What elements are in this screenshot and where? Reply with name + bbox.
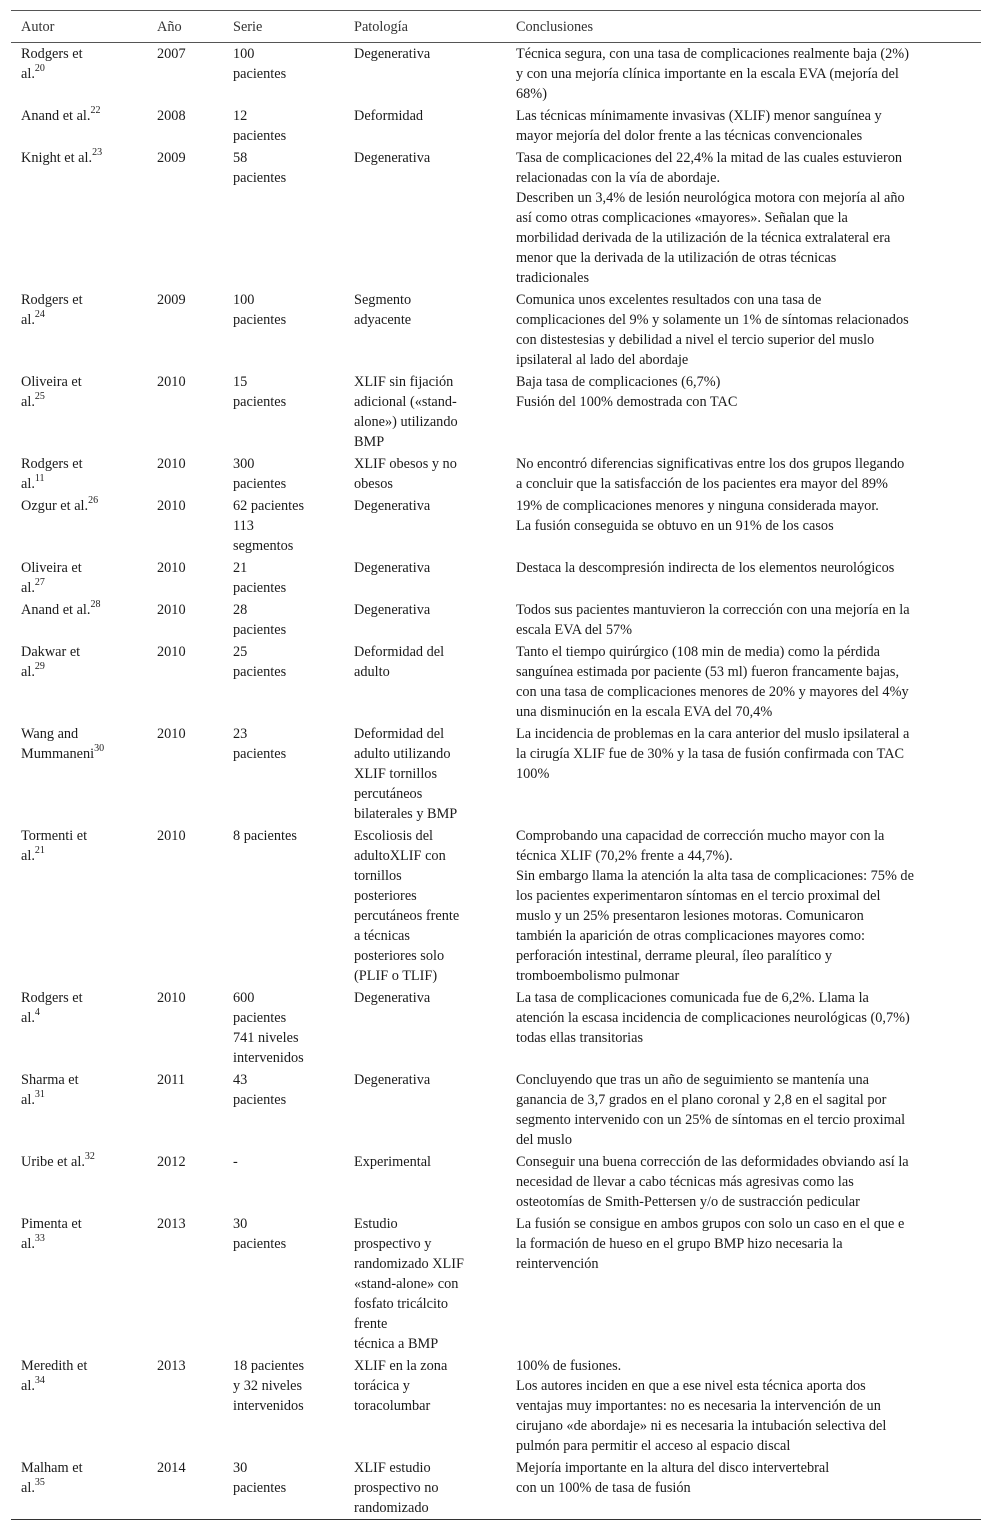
- header-autor: Autor: [11, 11, 147, 43]
- conclusions-cell: Comprobando una capacidad de corrección mucho mayor con la técnica XLIF (70,2% frente a 44,7%). Sin embargo llama la atención la alta tasa de complicaciones: 75% de los pacientes experimentaron síntomas en el tercio proximal del muslo y un 25% presentaron lesiones motoras. Comunicaron también la aparición de otras complicaciones mayores como: perforación intestinal, derrame pleural, íleo paralítico y tromboembolismo pulmonar: [516, 828, 914, 984]
- author-cell: [11, 599, 147, 641]
- conclusions-cell: Baja tasa de complicaciones (6,7%) Fusión del 100% demostrada con TAC: [516, 374, 738, 410]
- table-row: [11, 371, 981, 453]
- conclusions-cell: La fusión se consigue en ambos grupos con solo un caso en el que e la formación de hueso en el grupo BMP hizo necesaria la reintervención: [516, 1216, 905, 1272]
- author-name: Tormenti et al.: [21, 828, 88, 864]
- conclusions-cell: Técnica segura, con una tasa de complicaciones realmente baja (2%) y con una mejoría clínica importante en la escala EVA (mejoría del 68%): [516, 46, 909, 102]
- author-name: Rodgers et al.: [21, 990, 83, 1026]
- conclusions-cell: 19% de complicaciones menores y ninguna considerada mayor. La fusión conseguida se obtuvo en un 91% de los casos: [516, 498, 879, 534]
- conclusions-cell: Destaca la descompresión indirecta de los elementos neurológicos: [516, 560, 895, 576]
- year-cell: 2014: [157, 1460, 186, 1476]
- reference-number: 21: [34, 845, 45, 857]
- table-row: [11, 495, 981, 557]
- reference-number: 32: [84, 1151, 95, 1163]
- pathology-cell: Deformidad: [354, 108, 424, 124]
- table-row: [11, 147, 981, 289]
- series-cell: 600 pacientes 741 niveles intervenidos: [233, 990, 304, 1066]
- conclusions-cell: Conseguir una buena corrección de las deformidades obviando así la necesidad de llevar a cabo técnicas más agresivas como las osteotomías de Smith-Pettersen y/o de sustracción pedicular: [516, 1154, 909, 1210]
- author-name: Wang and Mummaneni: [21, 726, 95, 762]
- pathology-cell: XLIF estudio prospectivo no randomizado: [354, 1460, 439, 1516]
- year-cell: 2009: [157, 292, 186, 308]
- author-name: Rodgers et al.: [21, 292, 83, 328]
- conclusions-cell: 100% de fusiones. Los autores inciden en que a ese nivel esta técnica aporta dos ventajas muy importantes: no es necesaria la intervención de un cirujano «de abordaje» ni es necesaria la intubación selectiva del pulmón para permitir el acceso al espacio discal: [516, 1358, 887, 1454]
- author-name: Ozgur et al.: [21, 498, 89, 514]
- pathology-cell: Degenerativa: [354, 1072, 431, 1088]
- year-cell: 2013: [157, 1358, 186, 1374]
- author-cell: [11, 289, 147, 371]
- year-cell: 2010: [157, 498, 186, 514]
- conclusions-cell: Concluyendo que tras un año de seguimiento se mantenía una ganancia de 3,7 grados en el plano coronal y 2,8 en el sagital por segmento intervenido con un 25% de síntomas en el tercio proximal del muslo: [516, 1072, 906, 1148]
- series-cell: 100 pacientes: [233, 292, 287, 328]
- table-row: [11, 105, 981, 147]
- author-name: Sharma et al.: [21, 1072, 79, 1108]
- table-row: [11, 641, 981, 723]
- author-cell: [11, 1069, 147, 1151]
- author-cell: [11, 105, 147, 147]
- reference-number: 22: [90, 105, 101, 117]
- pathology-cell: Degenerativa: [354, 602, 431, 618]
- author-name: Anand et al.: [21, 108, 91, 124]
- year-cell: 2012: [157, 1154, 186, 1170]
- table-row: [11, 599, 981, 641]
- pathology-cell: Degenerativa: [354, 150, 431, 166]
- pathology-cell: Degenerativa: [354, 560, 431, 576]
- table-row: [11, 453, 981, 495]
- series-cell: -: [233, 1154, 238, 1170]
- conclusions-cell: La tasa de complicaciones comunicada fue de 6,2%. Llama la atención la escasa incidencia de complicaciones neurológicas (0,7%) todas ellas transitorias: [516, 990, 910, 1046]
- year-cell: 2010: [157, 456, 186, 472]
- table-row: [11, 43, 981, 106]
- author-name: Pimenta et al.: [21, 1216, 82, 1252]
- conclusions-cell: Las técnicas mínimamente invasivas (XLIF) menor sanguínea y mayor mejoría del dolor frente a las técnicas convencionales: [516, 108, 882, 144]
- pathology-cell: XLIF en la zona torácica y toracolumbar: [354, 1358, 448, 1414]
- conclusions-cell: Tasa de complicaciones del 22,4% la mitad de las cuales estuvieron relacionadas con la vía de abordaje. Describen un 3,4% de lesión neurológica motora con mejoría al año así como otras complicaciones «mayores». Señalan que la morbilidad derivada de la utilización de la técnica extralateral era menor que la derivada de la utilización de otras técnicas tradicionales: [516, 150, 905, 286]
- author-cell: [11, 723, 147, 825]
- table-row: [11, 723, 981, 825]
- table-row: [11, 1213, 981, 1355]
- pathology-cell: Experimental: [354, 1154, 432, 1170]
- year-cell: 2009: [157, 150, 186, 166]
- series-cell: 8 pacientes: [233, 828, 297, 844]
- author-cell: [11, 987, 147, 1069]
- literature-review-table: [11, 10, 981, 1520]
- table-row: [11, 1355, 981, 1457]
- pathology-cell: Degenerativa: [354, 990, 431, 1006]
- conclusions-cell: No encontró diferencias significativas entre los dos grupos llegando a concluir que la satisfacción de los pacientes era mayor del 89%: [516, 456, 905, 492]
- series-cell: 58 pacientes: [233, 150, 287, 186]
- series-cell: 12 pacientes: [233, 108, 287, 144]
- author-cell: [11, 1213, 147, 1355]
- reference-number: 27: [34, 577, 45, 589]
- reference-number: 33: [34, 1233, 45, 1245]
- conclusions-cell: Todos sus pacientes mantuvieron la corrección con una mejoría en la escala EVA del 57%: [516, 602, 910, 638]
- conclusions-cell: Tanto el tiempo quirúrgico (108 min de media) como la pérdida sanguínea estimada por paciente (53 ml) fueron francamente bajas, con una tasa de complicaciones menores de 20% y mayores del 4%y una disminución en la escala EVA del 70,4%: [516, 644, 909, 720]
- reference-number: 29: [34, 661, 45, 673]
- author-cell: [11, 1355, 147, 1457]
- table-row: [11, 557, 981, 599]
- author-name: Rodgers et al.: [21, 456, 83, 492]
- author-cell: [11, 495, 147, 557]
- year-cell: 2010: [157, 990, 186, 1006]
- author-cell: [11, 43, 147, 106]
- year-cell: 2010: [157, 602, 186, 618]
- year-cell: 2011: [157, 1072, 186, 1088]
- series-cell: 25 pacientes: [233, 644, 287, 680]
- author-name: Anand et al.: [21, 602, 91, 618]
- pathology-cell: Escoliosis del adultoXLIF con tornillos posteriores percutáneos frente a técnicas posteriores solo (PLIF o TLIF): [354, 828, 460, 984]
- author-cell: [11, 825, 147, 987]
- conclusions-cell: Comunica unos excelentes resultados con una tasa de complicaciones del 9% y solamente un 1% de síntomas relacionados con distestesias y debilidad a nivel el tercio superior del muslo ipsilateral al lado del abordaje: [516, 292, 909, 368]
- series-cell: 300 pacientes: [233, 456, 287, 492]
- table-row: [11, 289, 981, 371]
- series-cell: 28 pacientes: [233, 602, 287, 638]
- pathology-cell: Segmento adyacente: [354, 292, 412, 328]
- year-cell: 2010: [157, 726, 186, 742]
- author-name: Dakwar et al.: [21, 644, 81, 680]
- author-cell: [11, 147, 147, 289]
- conclusions-cell: La incidencia de problemas en la cara anterior del muslo ipsilateral a la cirugía XLIF fue de 30% y la tasa de fusión confirmada con TAC 100%: [516, 726, 910, 782]
- header-serie: Serie: [223, 11, 344, 43]
- table-row: [11, 825, 981, 987]
- author-name: Rodgers et al.: [21, 46, 83, 82]
- pathology-cell: XLIF obesos y no obesos: [354, 456, 457, 492]
- pathology-cell: XLIF sin fijación adicional («stand- alone») utilizando BMP: [354, 374, 458, 450]
- author-cell: [11, 1457, 147, 1520]
- reference-number: 20: [34, 63, 45, 75]
- author-cell: [11, 557, 147, 599]
- series-cell: 15 pacientes: [233, 374, 287, 410]
- year-cell: 2010: [157, 828, 186, 844]
- series-cell: 23 pacientes: [233, 726, 287, 762]
- table-row: [11, 987, 981, 1069]
- series-cell: 30 pacientes: [233, 1460, 287, 1496]
- year-cell: 2007: [157, 46, 186, 62]
- series-cell: 21 pacientes: [233, 560, 287, 596]
- reference-number: 26: [88, 495, 99, 507]
- reference-number: 31: [34, 1089, 45, 1101]
- reference-number: 34: [34, 1375, 45, 1387]
- series-cell: 100 pacientes: [233, 46, 287, 82]
- header-ano: Año: [147, 11, 223, 43]
- series-cell: 18 pacientes y 32 niveles intervenidos: [233, 1358, 305, 1414]
- author-cell: [11, 371, 147, 453]
- author-name: Oliveira et al.: [21, 374, 82, 410]
- pathology-cell: Deformidad del adulto utilizando XLIF tornillos percutáneos bilaterales y BMP: [354, 726, 458, 822]
- reference-number: 30: [94, 743, 105, 755]
- series-cell: 62 pacientes 113 segmentos: [233, 498, 305, 554]
- author-cell: [11, 1151, 147, 1213]
- reference-number: 23: [92, 147, 103, 159]
- header-conclusiones: Conclusiones: [506, 11, 981, 43]
- header-row: [11, 11, 981, 43]
- author-cell: [11, 641, 147, 723]
- reference-number: 4: [34, 1007, 40, 1019]
- author-name: Meredith et al.: [21, 1358, 88, 1394]
- series-cell: 43 pacientes: [233, 1072, 287, 1108]
- pathology-cell: Degenerativa: [354, 46, 431, 62]
- conclusions-cell: Mejoría importante en la altura del disco intervertebral con un 100% de tasa de fusión: [516, 1460, 830, 1496]
- table-row: [11, 1151, 981, 1213]
- author-name: Uribe et al.: [21, 1154, 85, 1170]
- reference-number: 24: [34, 309, 45, 321]
- year-cell: 2008: [157, 108, 186, 124]
- pathology-cell: Deformidad del adulto: [354, 644, 445, 680]
- author-name: Malham et al.: [21, 1460, 83, 1496]
- series-cell: 30 pacientes: [233, 1216, 287, 1252]
- reference-number: 25: [34, 391, 45, 403]
- author-name: Oliveira et al.: [21, 560, 82, 596]
- year-cell: 2010: [157, 560, 186, 576]
- reference-number: 35: [34, 1477, 45, 1489]
- year-cell: 2010: [157, 644, 186, 660]
- pathology-cell: Degenerativa: [354, 498, 431, 514]
- header-patologia: Patología: [344, 11, 506, 43]
- author-name: Knight et al.: [21, 150, 93, 166]
- reference-number: 28: [90, 599, 101, 611]
- year-cell: 2013: [157, 1216, 186, 1232]
- author-cell: [11, 453, 147, 495]
- reference-number: 11: [34, 473, 45, 485]
- pathology-cell: Estudio prospectivo y randomizado XLIF «stand-alone» con fosfato tricálcito frente técnica a BMP: [354, 1216, 464, 1352]
- year-cell: 2010: [157, 374, 186, 390]
- table-row: [11, 1457, 981, 1520]
- table-row: [11, 1069, 981, 1151]
